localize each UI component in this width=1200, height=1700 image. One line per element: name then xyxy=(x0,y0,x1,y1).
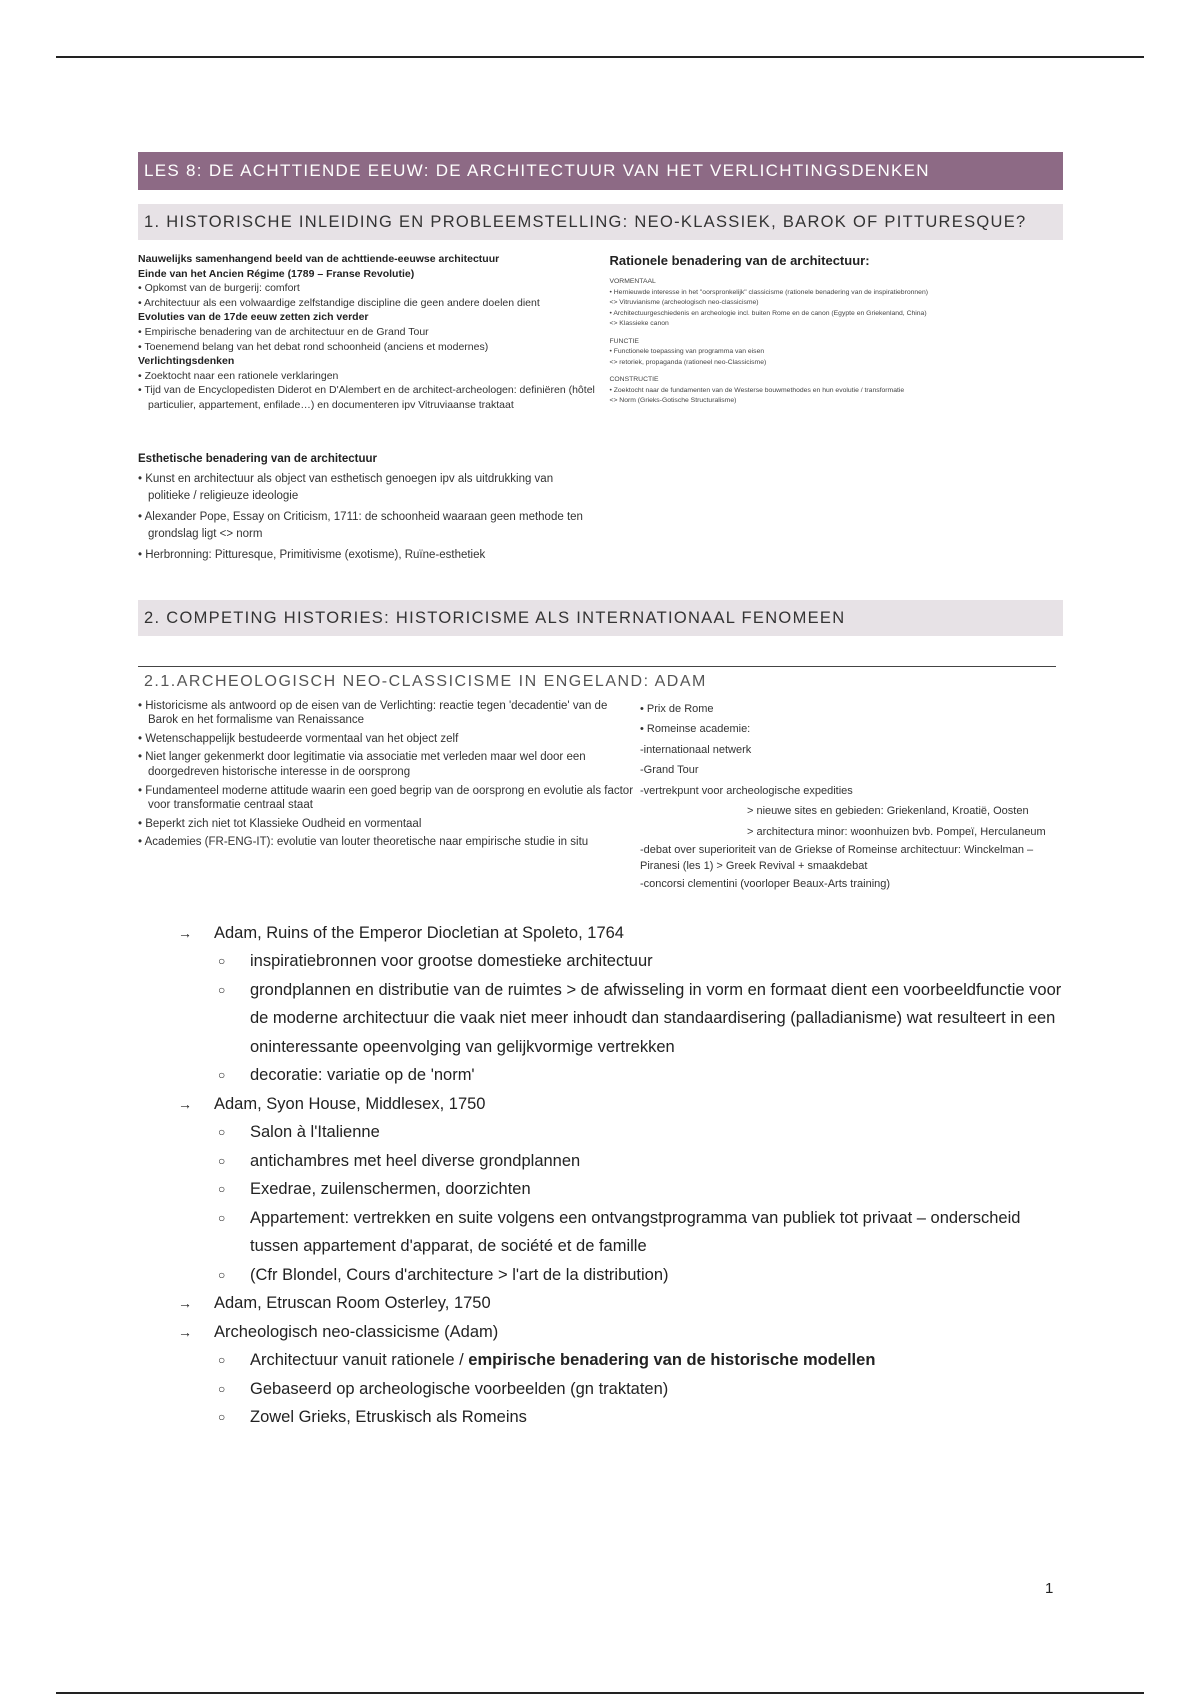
note-line: <> Klassieke canon xyxy=(609,320,669,327)
note-line: <> retoriek, propaganda (rationeel neo-Classicisme) xyxy=(609,358,767,366)
esthetic-heading: Esthetische benadering van de architectuur xyxy=(138,452,378,465)
historicism-item: • Wetenschappelijk bestudeerde vormentaal van het object zelf xyxy=(138,732,640,747)
subsection-2-1-heading: 2.1.ARCHEOLOGISCH NEO-CLASSICISME IN ENGELAND: ADAM xyxy=(144,672,707,690)
outline-subitem xyxy=(178,1261,1063,1290)
historicism-item: • Academies (FR-ENG-IT): evolutie van louter theoretische naar empirische studie in situ xyxy=(138,835,640,850)
outline-subitem xyxy=(178,976,1063,1062)
note-bullet: • Tijd van de Encyclopedisten Diderot en D'Alembert en de architect-archeologen: definiëren (hôtel particulier, appartement, enfilade…) en documenteren ipv Vitruviaanse traktaat xyxy=(138,383,606,412)
historicism-item: • Niet langer gekenmerkt door legitimatie via associatie met verleden maar wel door een doorgedreven historische interesse in de oorsprong xyxy=(138,750,640,779)
academy-note-line: • Romeinse academie: xyxy=(640,723,751,736)
outline-subitem-text: grondplannen en distributie van de ruimtes > de afwisseling in vorm en formaat dient een voorbeeldfunctie voor de moderne architectuur die vaak niet meer inhoudt dan standaardisering (palladianisme) wat resulteert in een oninteressante opeenvolging van gelijkvormige vertrekken xyxy=(250,980,1062,1056)
subsection-rule xyxy=(138,666,1056,667)
historicism-item: • Beperkt zich niet tot Klassieke Oudheid en vormentaal xyxy=(138,817,640,832)
outline-subitem-text: inspiratiebronnen voor grootse domestieke architectuur xyxy=(250,952,653,971)
note-line: • Functionele toepassing van programma van eisen xyxy=(609,347,1063,358)
rational-approach-notes xyxy=(609,277,1063,407)
bullet-circle-icon: ○ xyxy=(218,1410,226,1425)
esthetic-approach-block xyxy=(138,453,593,564)
bullet-circle-icon: ○ xyxy=(218,1153,226,1168)
academy-note-line: • Prix de Rome xyxy=(640,702,714,715)
bullet-circle-icon: ○ xyxy=(218,1068,226,1083)
lesson-title-bar: LES 8: DE ACHTTIENDE EEUW: DE ARCHITECTUUR VAN HET VERLICHTINGSDENKEN xyxy=(138,152,1063,190)
historicism-item: • Fundamenteel moderne attitude waarin een goed begrip van de oorsprong en evolutie als factor voor transformatie centraal staat xyxy=(138,784,640,813)
outline-item: → Adam, Syon House, Middlesex, 1750 xyxy=(178,1090,1063,1119)
outline-subitem xyxy=(178,1175,1063,1204)
bottom-rule xyxy=(56,1692,1144,1694)
note-line: <> Norm (Grieks-Gotische Structuralisme) xyxy=(609,397,737,404)
outline-subitem xyxy=(178,1403,1063,1432)
section-2-columns xyxy=(138,699,1063,895)
outline-subitem-text: (Cfr Blondel, Cours d'architecture > l'art de la distribution) xyxy=(250,1265,669,1284)
academy-note-line: -debat over superioriteit van de Griekse of Romeinse architectuur: Winckelman – Piranesi (les 1) > Greek Revival + smaakdebat xyxy=(640,844,1034,873)
note-bullet: • Empirische benadering van de architectuur en de Grand Tour xyxy=(138,325,606,340)
note-bullet: • Opkomst van de burgerij: comfort xyxy=(138,281,606,296)
academy-note-line: > architectura minor: woonhuizen bvb. Pompeï, Herculaneum xyxy=(747,825,1046,838)
outline-subitem xyxy=(178,1061,1063,1090)
historicism-item: • Historicisme als antwoord op de eisen van de Verlichting: reactie tegen 'decadentie' van de Barok en het formalisme van Renaissance xyxy=(138,699,640,728)
outline-subitem-text: antichambres met heel diverse grondplannen xyxy=(250,1151,581,1170)
note-line: • Zoektocht naar de fundamenten van de Westerse bouwmethodes en hun evolutie / transformatie xyxy=(609,386,1063,397)
note-category: VORMENTAAL xyxy=(609,278,656,285)
note-heading: Evoluties van de 17de eeuw zetten zich verder xyxy=(138,311,369,324)
academy-note-line: -Grand Tour xyxy=(640,764,699,777)
note-bullet: • Toenemend belang van het debat rond schoonheid (anciens et modernes) xyxy=(138,340,606,355)
top-rule xyxy=(56,56,1144,58)
academy-note-line: > nieuwe sites en gebieden: Griekenland, Kroatië, Oosten xyxy=(747,805,1029,818)
academy-note-line: -internationaal netwerk xyxy=(640,743,752,756)
outline-subitem-bold: empirische benadering van de historische modellen xyxy=(468,1351,876,1370)
outline-subitem-text: decoratie: variatie op de 'norm' xyxy=(250,1066,475,1085)
note-heading: Nauwelijks samenhangend beeld van de achttiende-eeuwse architectuur xyxy=(138,253,500,265)
outline-subitem-text: Zowel Grieks, Etruskisch als Romeins xyxy=(250,1408,527,1427)
note-heading: Verlichtingsdenken xyxy=(138,355,235,368)
section-1-heading: 1. HISTORISCHE INLEIDING EN PROBLEEMSTELLING: NEO-KLASSIEK, BAROK OF PITTURESQUE? xyxy=(138,204,1063,240)
bullet-circle-icon: ○ xyxy=(218,1267,226,1282)
academy-note-line: -concorsi clementini (voorloper Beaux-Arts training) xyxy=(640,878,891,891)
rational-approach-heading: Rationele benadering van de architectuur: xyxy=(609,253,870,268)
section-2-left-column xyxy=(138,699,640,895)
outline-subitem xyxy=(178,1147,1063,1176)
outline-subitem xyxy=(178,947,1063,976)
outline-item: → Adam, Ruins of the Emperor Diocletian at Spoleto, 1764 xyxy=(178,919,1063,948)
page-number: 1 xyxy=(1045,1580,1054,1597)
bullet-circle-icon: ○ xyxy=(218,982,226,997)
section-2-heading: 2. COMPETING HISTORIES: HISTORICISME ALS INTERNATIONAAL FENOMEEN xyxy=(138,600,1063,636)
outline-subitem xyxy=(178,1204,1063,1261)
outline-subitem-text: Architectuur vanuit rationele / xyxy=(250,1351,469,1370)
outline-subitem-text: Salon à l'Italienne xyxy=(250,1123,380,1142)
section-1-left-column xyxy=(138,252,606,413)
outline-item: → Adam, Etruscan Room Osterley, 1750 xyxy=(178,1289,1063,1318)
outline-subitem xyxy=(178,1118,1063,1147)
bullet-circle-icon: ○ xyxy=(218,1182,226,1197)
bullet-circle-icon: ○ xyxy=(218,1125,226,1140)
section-1-columns xyxy=(138,252,1063,413)
academy-note-line: -vertrekpunt voor archeologische expedities xyxy=(640,784,853,797)
outline-subitem xyxy=(178,1346,1063,1375)
esthetic-item: • Kunst en architectuur als object van esthetisch genoegen ipv als uitdrukking van politieke / religieuze ideologie xyxy=(138,471,593,505)
bullet-circle-icon: ○ xyxy=(218,954,226,969)
note-heading: Einde van het Ancien Régime (1789 – Franse Revolutie) xyxy=(138,267,415,280)
section-2-right-column xyxy=(640,699,1063,895)
bullet-circle-icon: ○ xyxy=(218,1353,226,1368)
section-1-right-column xyxy=(606,252,1063,413)
note-line: • Architectuurgeschiedenis en archeologie incl. buiten Rome en de canon (Egypte en Griekenland, China) xyxy=(609,309,1063,320)
outline-subitem xyxy=(178,1375,1063,1404)
note-bullet: • Zoektocht naar een rationele verklaringen xyxy=(138,369,606,384)
outline-subitem-text: Gebaseerd op archeologische voorbeelden (gn traktaten) xyxy=(250,1379,669,1398)
outline-subitem-text: Exedrae, zuilenschermen, doorzichten xyxy=(250,1180,531,1199)
note-category: CONSTRUCTIE xyxy=(609,376,659,383)
bullet-circle-icon: ○ xyxy=(218,1381,226,1396)
esthetic-item: • Alexander Pope, Essay on Criticism, 1711: de schoonheid waaraan geen methode ten grondslag ligt <> norm xyxy=(138,509,593,543)
document-page xyxy=(138,152,1063,1432)
outline-item: → Archeologisch neo-classicisme (Adam) xyxy=(178,1318,1063,1347)
note-bullet: • Architectuur als een volwaardige zelfstandige discipline die geen andere doelen dient xyxy=(138,296,606,311)
note-line: • Hernieuwde interesse in het "oorspronkelijk" classicisme (rationele benadering van de inspiratiebronnen) xyxy=(609,288,1063,299)
esthetic-list xyxy=(138,471,593,564)
bullet-circle-icon: ○ xyxy=(218,1210,226,1225)
note-line: <> Vitruvianisme (archeologisch neo-classicisme) xyxy=(609,299,759,306)
esthetic-item: • Herbronning: Pitturesque, Primitivisme (exotisme), Ruïne-esthetiek xyxy=(138,547,593,564)
note-category: FUNCTIE xyxy=(609,337,639,345)
outline-subitem-text: Appartement: vertrekken en suite volgens een ontvangstprogramma van publiek tot privaat – onderscheid tussen appartement d'apparat, de société et de famille xyxy=(250,1208,1021,1256)
main-outline-list xyxy=(138,919,1063,1432)
